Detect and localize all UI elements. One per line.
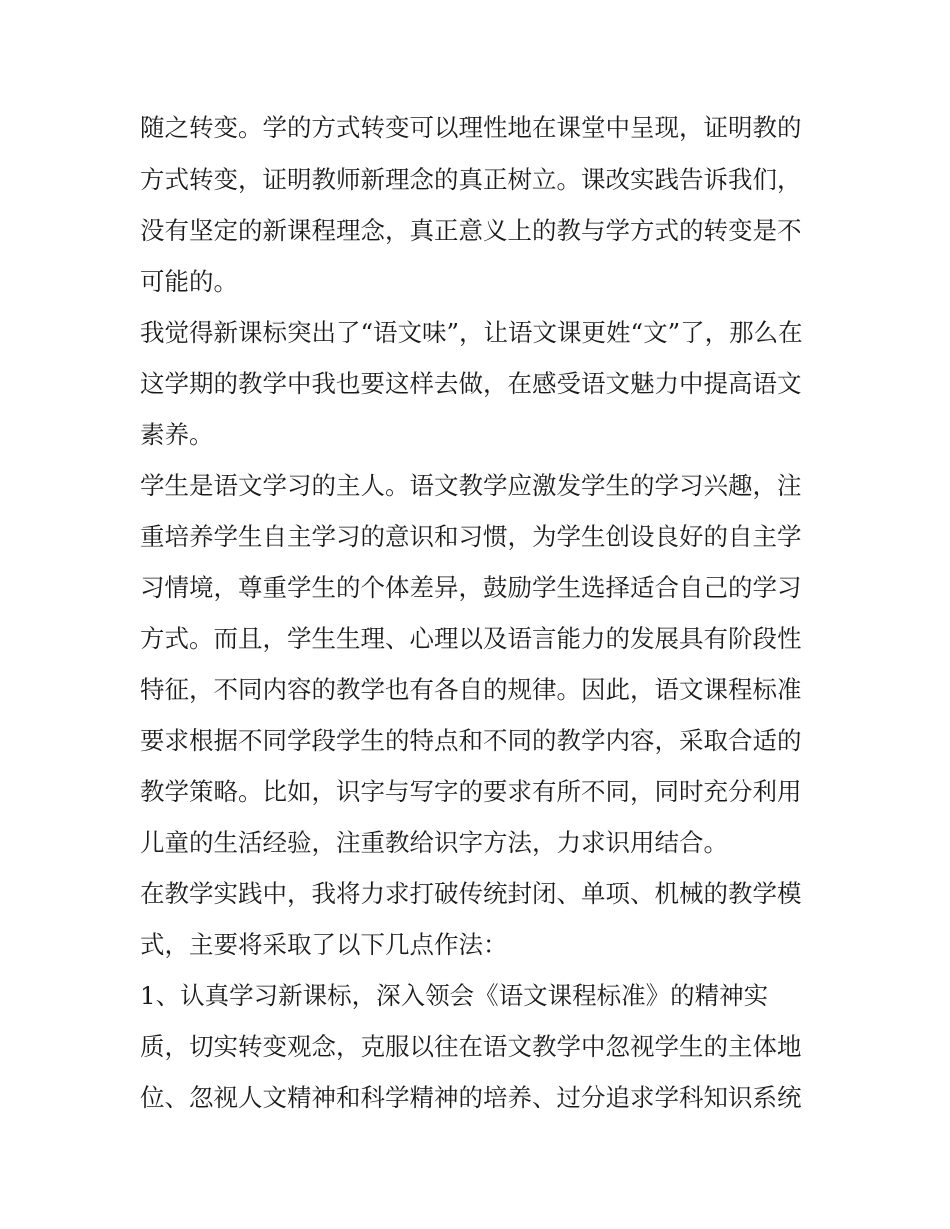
text-line: 这学期的教学中我也要这样去做，在感受语文魅力中提高语文 bbox=[140, 369, 802, 398]
text-line: 随之转变。学的方式转变可以理性地在课堂中呈现，证明教的 bbox=[140, 113, 802, 142]
text-line: 学生是语文学习的主人。语文教学应激发学生的学习兴趣，注 bbox=[140, 471, 802, 500]
text-line: 方式转变，证明教师新理念的真正树立。课改实践告诉我们， bbox=[140, 165, 802, 194]
text-line: 在教学实践中，我将力求打破传统封闭、单项、机械的教学模 bbox=[140, 879, 802, 908]
text-line: 儿童的生活经验，注重教给识字方法，力求识用结合。 bbox=[140, 828, 728, 857]
text-line: 素养。 bbox=[140, 420, 214, 449]
text-line: 没有坚定的新课程理念，真正意义上的教与学方式的转变是不 bbox=[140, 216, 802, 245]
text-line: 式，主要将采取了以下几点作法： bbox=[140, 930, 508, 959]
text-line: 质，切实转变观念，克服以往在语文教学中忽视学生的主体地 bbox=[140, 1032, 802, 1061]
text-line: 特征，不同内容的教学也有各自的规律。因此，语文课程标准 bbox=[140, 675, 802, 704]
text-line: 可能的。 bbox=[140, 267, 238, 296]
text-line: 我觉得新课标突出了“语文味”，让语文课更姓“文”了，那么在 bbox=[140, 318, 803, 347]
text-line: 重培养学生自主学习的意识和习惯，为学生创设良好的自主学 bbox=[140, 522, 802, 551]
text-line: 要求根据不同学段学生的特点和不同的教学内容，采取合适的 bbox=[140, 726, 802, 755]
text-line: 方式。而且，学生生理、心理以及语言能力的发展具有阶段性 bbox=[140, 624, 802, 653]
text-line: 习情境，尊重学生的个体差异，鼓励学生选择适合自己的学习 bbox=[140, 573, 802, 602]
text-line: 教学策略。比如，识字与写字的要求有所不同，同时充分利用 bbox=[140, 777, 802, 806]
text-line: 位、忽视人文精神和科学精神的培养、过分追求学科知识系统 bbox=[140, 1083, 802, 1112]
text-line: 1、认真学习新课标，深入领会《语文课程标准》的精神实 bbox=[140, 981, 769, 1010]
